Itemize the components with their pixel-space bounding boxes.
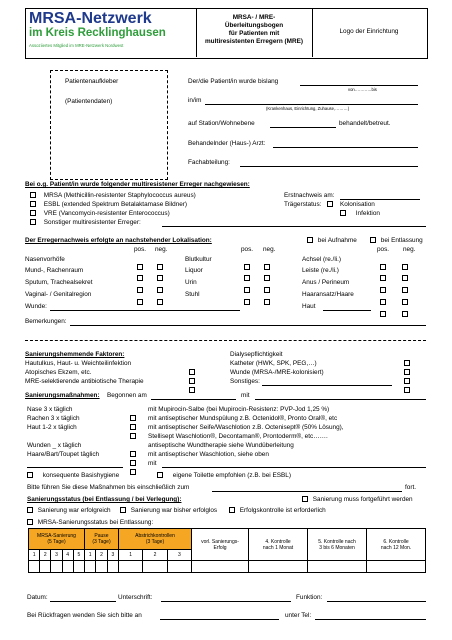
loc-label: Blutkultur <box>185 256 212 263</box>
discharge-status-label: MRSA-Sanierungsstatus bei Entlassung: <box>37 519 154 526</box>
th-text: 3 bis 6 Monaten <box>319 544 355 551</box>
doctor-field[interactable] <box>273 147 418 148</box>
measures-heading: Sanierungsmaßnahmen: <box>25 392 100 399</box>
with-field[interactable] <box>255 399 426 400</box>
pathogen-label: MRSA (Methicillin-resistenter Staphylococcus aureus) <box>43 192 196 199</box>
pathogen-esbl[interactable] <box>30 201 187 209</box>
th-text: (3 Tage) <box>145 539 165 545</box>
title-line2: Überleitungsbogen <box>224 22 284 29</box>
th-text: 5. Kontrolle nach <box>318 538 356 545</box>
neg-header: neg. <box>263 246 276 253</box>
measure-right: antiseptische Wundtherapie siehe Wundüberleitung <box>148 442 294 449</box>
signature-label: Unterschrift: <box>118 594 153 601</box>
factor-left: MRE-selektierende antibiotische Therapie <box>25 378 144 385</box>
entry-cell[interactable] <box>367 561 426 573</box>
remarks-field-line2[interactable] <box>25 340 426 341</box>
dept-label: Fachabteilung: <box>188 159 230 166</box>
th-text: Erfolg <box>213 544 227 551</box>
day-cell[interactable]: 3 <box>167 550 191 561</box>
since-label: Der/die Patient/in wurde bislang <box>188 78 279 85</box>
colonisation-checkbox[interactable] <box>327 201 333 207</box>
th-control6 <box>367 529 426 561</box>
checkbox[interactable] <box>30 210 36 216</box>
discharge-label: bei Entlassung <box>380 237 423 244</box>
factor-right: Dialysepflichtigkeit <box>230 351 283 358</box>
checkbox[interactable] <box>130 433 136 439</box>
th-text: 6. Kontrolle <box>383 538 409 545</box>
checkbox[interactable] <box>402 311 408 317</box>
loc-label: Liquor <box>185 267 203 274</box>
pathogens-heading: Bei o.g. Patient/in wurde folgender multiresistener Erreger nachgewiesen: <box>25 181 250 188</box>
title-line3: für Patienten mit <box>228 30 280 37</box>
th-swabs <box>119 529 192 550</box>
checkbox[interactable] <box>30 192 36 198</box>
th-pause <box>85 529 119 550</box>
th-text: Pause <box>94 533 109 539</box>
status-successful-option[interactable] <box>27 507 111 515</box>
patient-sticker-label: Patientenaufkleber <box>65 78 119 85</box>
entry-cell[interactable] <box>308 561 367 573</box>
status-control-option[interactable] <box>229 507 326 515</box>
basic-hygiene-label: konsequente Basishygiene <box>42 472 120 479</box>
measure-with-field[interactable] <box>162 467 426 468</box>
pathogen-vre[interactable] <box>30 210 170 218</box>
th-text: vorl. Sanierungs- <box>201 538 239 545</box>
checkbox[interactable] <box>137 299 143 305</box>
measure-checkbox[interactable] <box>130 425 136 443</box>
factors-heading: Sanierungshemmende Faktoren: <box>25 351 125 358</box>
day-cell[interactable]: 4 <box>62 550 73 561</box>
title-line1: MRSA- / MRE- <box>232 14 276 21</box>
factor-right: Sonstiges: <box>230 378 260 385</box>
patient-sticker-box <box>50 70 168 180</box>
factor-right: Wunde (MRSA-/MRE-kolonisiert) <box>230 369 324 376</box>
day-cell[interactable]: 3 <box>51 550 62 561</box>
loc-label: Vaginal- / Genitalregion <box>25 291 92 298</box>
date-label: Datum: <box>27 594 48 601</box>
basic-hygiene-option[interactable] <box>27 472 119 480</box>
contact-field[interactable] <box>160 619 279 620</box>
loc-label: Sputum, Trachealsekret <box>25 279 93 286</box>
logo-line2: im Kreis Recklinghausen <box>29 27 166 39</box>
measure-left: Wunden _ x täglich <box>27 442 82 449</box>
infection-option[interactable] <box>340 210 380 218</box>
measure-right: mit antiseptischer Waschlotion, siehe oben <box>148 451 269 458</box>
entry-cell[interactable] <box>167 561 191 573</box>
own-toilet-label: eigene Toilette empfohlen (z.B. bei ESBL) <box>172 472 291 479</box>
measure-right: Stellisept Waschlotion®, Decontaman®, Prontoderm®, etc……. <box>148 433 328 440</box>
measure-checkbox[interactable] <box>130 461 136 479</box>
entry-cell[interactable] <box>192 561 249 573</box>
measure-right: mit <box>148 460 157 467</box>
discharge-checkbox[interactable] <box>370 237 376 243</box>
begun-field[interactable] <box>151 399 236 400</box>
since-field[interactable] <box>300 85 418 86</box>
loc-label: Mund-, Rachenraum <box>25 267 84 274</box>
on-admission-option[interactable] <box>307 237 357 245</box>
checkbox[interactable] <box>27 507 33 513</box>
other-factor-field[interactable] <box>262 385 392 386</box>
localisation-heading: Der Erregernachweis erfolgte an nachstehender Lokalisation: <box>25 237 212 244</box>
measure-right: mit antiseptischer Mundspülung z.B. Octenidol®, Pronto Oral®, etc <box>148 415 338 422</box>
entry-cell[interactable] <box>107 561 118 573</box>
checkbox[interactable] <box>27 519 33 525</box>
checkbox[interactable] <box>157 299 163 305</box>
checkbox[interactable] <box>189 387 195 393</box>
infection-label: Infektion <box>355 210 380 217</box>
first-detection-field[interactable] <box>340 199 420 200</box>
status-continue-option[interactable] <box>302 496 413 504</box>
entry-cell[interactable] <box>73 561 84 573</box>
entry-cell[interactable] <box>96 561 107 573</box>
th-result <box>192 529 249 561</box>
loc-label: Urin <box>185 279 197 286</box>
patient-data-label: (Patientendaten) <box>65 98 113 105</box>
checkbox[interactable] <box>130 469 136 475</box>
pathogen-label: ESBL (extended Spektrum Betalaktamase Bildner) <box>43 201 188 208</box>
status-unsuccessful-label: Sanierung war bisher erfolglos <box>130 507 218 514</box>
factor-left: Hautulkus, Haut- u. Weichteilinfektion <box>25 360 132 367</box>
factor-left: Atopisches Ekzem, etc. <box>25 369 92 376</box>
wound-field[interactable] <box>50 310 240 311</box>
date-field[interactable] <box>50 601 116 602</box>
remarks-field[interactable] <box>70 325 426 326</box>
on-discharge-option[interactable] <box>370 237 423 245</box>
doctor-label: Behandelnder (Haus-) Arzt: <box>188 140 266 147</box>
logo-line3: Assoziiertes Mitglied im MRE-Netzwerk Nordwest <box>29 43 124 48</box>
loc-label: Nasenvorhöfe <box>25 256 65 263</box>
th-text: nach 1 Monat <box>262 544 294 551</box>
in-field[interactable] <box>205 104 418 105</box>
entry-cell[interactable] <box>62 561 73 573</box>
checkbox[interactable] <box>30 201 36 207</box>
th-text: Abstrichkontrollen <box>135 533 175 539</box>
remarks-label: Bemerkungen: <box>25 318 67 325</box>
measure-left: Haare/Bart/Toupet täglich <box>27 451 100 458</box>
loc-label: Haut <box>302 303 316 310</box>
th-sanitation <box>29 529 85 550</box>
pathogen-label: VRE (Vancomycin-resistenter Enterococcus) <box>43 210 170 217</box>
neg-header: neg. <box>403 246 416 253</box>
status-unsuccessful-option[interactable] <box>120 507 217 515</box>
continue-text: Bitte führen Sie diese Maßnahmen bis einschließlich zum <box>27 484 190 491</box>
loc-checkboxes <box>137 291 163 309</box>
in-hint: (Krankenhaus, Einrichtung, Zuhause,………) <box>266 106 350 111</box>
entry-cell[interactable] <box>119 561 143 573</box>
loc-label: Wunde: <box>25 303 47 310</box>
loc-label: Anus / Perineum <box>302 279 350 286</box>
continue-suffix: fort. <box>405 484 417 491</box>
checkbox[interactable] <box>157 472 163 478</box>
measure-right: mit antiseptischer Seife/Waschlotion z.B. Octenisept® (50% Lösung), <box>148 424 344 431</box>
ward-label: auf Station/Wohnebene <box>188 120 255 127</box>
loc-label: Achsel (re./li.) <box>302 256 342 263</box>
measure-left: Nase 3 x täglich <box>27 406 73 413</box>
facility-logo-placeholder: Logo der Einrichtung <box>339 28 399 35</box>
th-text: (3 Tage) <box>92 539 111 545</box>
factor-checkbox[interactable] <box>404 379 410 397</box>
pathogen-other[interactable] <box>30 219 141 227</box>
measure-other-field[interactable] <box>27 467 123 468</box>
entry-cell[interactable] <box>29 561 40 573</box>
skin-field[interactable] <box>323 310 371 311</box>
infection-checkbox[interactable] <box>340 210 346 216</box>
continue-until-field[interactable] <box>212 491 402 492</box>
von-bis-hint: von…………bis <box>348 87 377 92</box>
day-cell[interactable]: 2 <box>96 550 107 561</box>
sanitation-table <box>28 528 426 573</box>
function-field[interactable] <box>327 601 426 602</box>
function-label: Funktion: <box>296 594 323 601</box>
pos-header: pos. <box>377 246 390 253</box>
loc-label: Leiste (re./li.) <box>302 267 339 274</box>
title-line4: multiresistenten Erregern (MRE) <box>204 38 303 45</box>
signature-field[interactable] <box>161 601 291 602</box>
pos-header: pos. <box>134 246 147 253</box>
phone-field[interactable] <box>315 619 426 620</box>
loc-checkboxes <box>380 303 408 321</box>
factor-right: Katheter (HWK, SPK, PEG,…) <box>230 360 317 367</box>
status-continue-label: Sanierung muss fortgeführt werden <box>312 496 413 503</box>
entry-cell[interactable] <box>249 561 308 573</box>
ward-suffix: behandelt/betreut. <box>339 120 391 127</box>
pathogen-other-field[interactable] <box>162 226 426 227</box>
dept-field[interactable] <box>240 166 418 167</box>
measure-left: Rachen 3 x täglich <box>27 415 80 422</box>
status-heading: Sanierungsstatus (bei Entlassung / bei Verlegung): <box>27 496 182 503</box>
checkbox[interactable] <box>120 507 126 513</box>
day-cell[interactable]: 5 <box>73 550 84 561</box>
pathogen-label: Sonstiger multiresistenter Erreger: <box>43 219 141 226</box>
checkbox[interactable] <box>380 311 386 317</box>
entry-cell[interactable] <box>40 561 51 573</box>
entry-cell[interactable] <box>85 561 96 573</box>
th-text: MRSA-Sanierung <box>37 533 76 539</box>
ward-field[interactable] <box>270 127 336 128</box>
phone-label: unter Tel: <box>285 612 312 619</box>
checkbox[interactable] <box>264 299 270 305</box>
day-cell[interactable]: 1 <box>85 550 96 561</box>
discharge-status-option[interactable] <box>27 519 153 527</box>
checkbox[interactable] <box>229 507 235 513</box>
with-label: mit <box>241 392 250 399</box>
neg-header: neg. <box>155 246 168 253</box>
in-label: in/im <box>188 97 202 104</box>
checkbox[interactable] <box>404 387 410 393</box>
th-text: 4. Kontrolle <box>265 538 291 545</box>
questions-label: Bei Rückfragen wenden Sie sich bitte an <box>27 612 142 619</box>
th-text: nach 12 Mon. <box>380 544 412 551</box>
entry-cell[interactable] <box>143 561 167 573</box>
pathogen-mrsa[interactable] <box>30 192 196 200</box>
th-text: (5 Tage) <box>47 539 66 545</box>
factor-checkbox[interactable] <box>189 379 195 397</box>
day-cell[interactable]: 2 <box>40 550 51 561</box>
admission-label: bei Aufnahme <box>317 237 357 244</box>
carrier-status-label <box>284 201 375 209</box>
th-control4 <box>249 529 308 561</box>
day-cell[interactable]: 3 <box>107 550 118 561</box>
admission-checkbox[interactable] <box>307 237 313 243</box>
day-cell[interactable]: 1 <box>29 550 40 561</box>
loc-label: Stuhl <box>185 291 200 298</box>
day-cell[interactable]: 2 <box>143 550 167 561</box>
checkbox[interactable] <box>244 299 250 305</box>
carrier-status-text: Trägerstatus: <box>284 201 322 208</box>
day-cell[interactable]: 1 <box>119 550 143 561</box>
first-detection-label: Erstnachweis am: <box>284 192 335 199</box>
loc-label: Haaransatz/Haare <box>302 291 354 298</box>
checkbox[interactable] <box>302 496 308 502</box>
measure-left: Haut 1-2 x täglich <box>27 424 77 431</box>
pos-header: pos. <box>241 246 254 253</box>
checkbox[interactable] <box>30 219 36 225</box>
begun-label: Begonnen am <box>107 392 147 399</box>
status-successful-label: Sanierung war erfolgreich <box>37 507 111 514</box>
status-control-label: Erfolgskontrolle ist erforderlich <box>239 507 326 514</box>
own-toilet-option[interactable] <box>157 472 291 480</box>
measure-right: mit Mupirocin-Salbe (bei Mupirocin-Resistenz: PVP-Jod 1,25 %) <box>148 406 330 413</box>
checkbox[interactable] <box>27 472 33 478</box>
logo-line1: MRSA-Netzwerk <box>29 10 152 27</box>
loc-checkboxes <box>244 291 270 309</box>
th-control5 <box>308 529 367 561</box>
colonisation-label: Kolonisation <box>339 201 375 208</box>
entry-cell[interactable] <box>51 561 62 573</box>
